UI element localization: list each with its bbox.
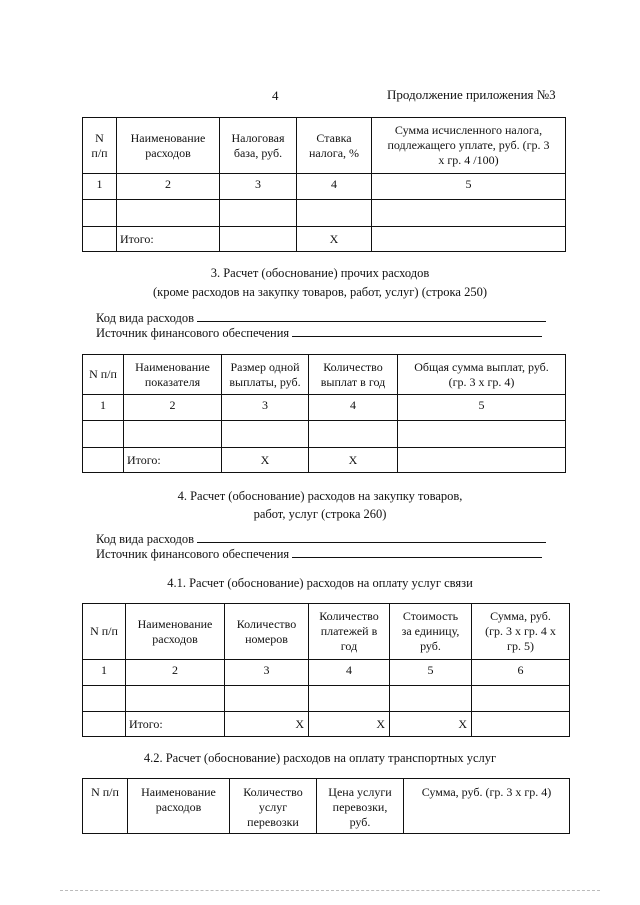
table-header-row — [83, 118, 566, 174]
header-cell: N п/п — [83, 118, 117, 174]
total-label: Итого: — [126, 712, 225, 737]
empty-row — [83, 686, 570, 712]
total-x-mark: X — [297, 227, 372, 252]
bottom-edge-divider — [60, 890, 600, 891]
section-4-title-line2: работ, услуг (строка 260) — [253, 507, 387, 521]
column-number-row — [83, 660, 570, 686]
funding-source-field — [96, 326, 542, 341]
table-cell — [398, 421, 566, 448]
total-label: Итого: — [117, 227, 220, 252]
funding-source-label: Источник финансового обеспечения — [96, 547, 290, 561]
table-header-row — [83, 355, 566, 395]
expense-code-line — [197, 311, 546, 322]
table-cell — [472, 686, 570, 712]
header-cell: Количество номеров — [225, 604, 309, 660]
table-cell — [83, 448, 124, 473]
column-number-row — [83, 174, 566, 200]
column-number: 1 — [83, 174, 117, 200]
table-cell — [83, 421, 124, 448]
section-4-title — [0, 488, 640, 522]
column-number-row — [83, 395, 566, 421]
page-number: 4 — [272, 88, 279, 103]
funding-source-label: Источник финансового обеспечения — [96, 326, 290, 340]
section-4-title-line1: 4. Расчет (обоснование) расходов на закупку товаров, — [177, 489, 463, 503]
funding-source-line — [292, 326, 542, 337]
empty-row — [83, 200, 566, 227]
header-cell: N п/п — [83, 604, 126, 660]
empty-row — [83, 421, 566, 448]
total-x-mark: X — [225, 712, 309, 737]
total-row — [83, 227, 566, 252]
column-number: 5 — [398, 395, 566, 421]
table-cell — [372, 200, 566, 227]
table-cell — [83, 686, 126, 712]
table-cell — [225, 686, 309, 712]
column-number: 2 — [124, 395, 222, 421]
funding-source-line — [292, 547, 542, 558]
table-cell — [309, 421, 398, 448]
section-4-1-title: 4.1. Расчет (обоснование) расходов на оплату услуг связи — [167, 576, 473, 590]
table-cell — [83, 200, 117, 227]
header-cell: Наименование расходов — [128, 779, 230, 834]
header-cell: Стоимость за единицу, руб. — [390, 604, 472, 660]
table-cell — [83, 712, 126, 737]
header-cell: N п/п — [83, 355, 124, 395]
table-cell — [124, 421, 222, 448]
tax-table — [82, 117, 566, 252]
table-cell — [472, 712, 570, 737]
table-cell — [126, 686, 225, 712]
column-number: 5 — [390, 660, 472, 686]
column-number: 5 — [372, 174, 566, 200]
table-cell — [220, 227, 297, 252]
column-number: 2 — [117, 174, 220, 200]
communication-services-table — [82, 603, 570, 737]
expense-code-line — [197, 532, 546, 543]
column-number: 4 — [309, 395, 398, 421]
header-cell: N п/п — [83, 779, 128, 834]
column-number: 6 — [472, 660, 570, 686]
table-cell — [117, 200, 220, 227]
column-number: 3 — [222, 395, 309, 421]
table-cell — [220, 200, 297, 227]
column-number: 4 — [309, 660, 390, 686]
header-cell: Ставка налога, % — [297, 118, 372, 174]
header-cell: Общая сумма выплат, руб. (гр. 3 х гр. 4) — [398, 355, 566, 395]
continuation-header: Продолжение приложения №3 — [387, 87, 556, 102]
section-3-title-line2: (кроме расходов на закупку товаров, работ, услуг) (строка 250) — [152, 285, 487, 299]
section-3-title-line1: 3. Расчет (обоснование) прочих расходов — [210, 266, 430, 280]
other-expenses-table — [82, 354, 566, 473]
header-cell: Количество выплат в год — [309, 355, 398, 395]
table-cell — [398, 448, 566, 473]
table-header-row — [83, 604, 570, 660]
header-cell: Сумма, руб. (гр. 3 х гр. 4) — [404, 779, 570, 834]
expense-code-label: Код вида расходов — [96, 532, 195, 546]
header-cell: Количество платежей в год — [309, 604, 390, 660]
header-cell: Количество услуг перевозки — [230, 779, 317, 834]
table-cell — [222, 421, 309, 448]
transport-services-table — [82, 778, 570, 834]
expense-code-field — [96, 532, 546, 547]
column-number: 3 — [220, 174, 297, 200]
total-row — [83, 448, 566, 473]
header-cell: Наименование расходов — [126, 604, 225, 660]
header-cell: Налоговая база, руб. — [220, 118, 297, 174]
column-number: 3 — [225, 660, 309, 686]
table-cell — [309, 686, 390, 712]
section-4-2-title: 4.2. Расчет (обоснование) расходов на оплату транспортных услуг — [143, 751, 497, 765]
expense-code-field — [96, 311, 546, 326]
header-cell: Сумма, руб. (гр. 3 х гр. 4 х гр. 5) — [472, 604, 570, 660]
header-cell: Наименование показателя — [124, 355, 222, 395]
column-number: 2 — [126, 660, 225, 686]
header-cell: Размер одной выплаты, руб. — [222, 355, 309, 395]
expense-code-label: Код вида расходов — [96, 311, 195, 325]
table-header-row — [83, 779, 570, 834]
funding-source-field — [96, 547, 542, 562]
total-row — [83, 712, 570, 737]
table-cell — [83, 227, 117, 252]
column-number: 4 — [297, 174, 372, 200]
column-number: 1 — [83, 395, 124, 421]
total-x-mark: X — [309, 712, 390, 737]
header-cell: Сумма исчисленного налога, подлежащего уплате, руб. (гр. 3 х гр. 4 /100) — [372, 118, 566, 174]
column-number: 1 — [83, 660, 126, 686]
total-x-mark: X — [309, 448, 398, 473]
total-label: Итого: — [124, 448, 222, 473]
table-cell — [390, 686, 472, 712]
table-cell — [372, 227, 566, 252]
section-3-title — [0, 265, 640, 300]
header-cell: Цена услуги перевозки, руб. — [317, 779, 404, 834]
header-cell: Наименование расходов — [117, 118, 220, 174]
total-x-mark: X — [222, 448, 309, 473]
table-cell — [297, 200, 372, 227]
total-x-mark: X — [390, 712, 472, 737]
